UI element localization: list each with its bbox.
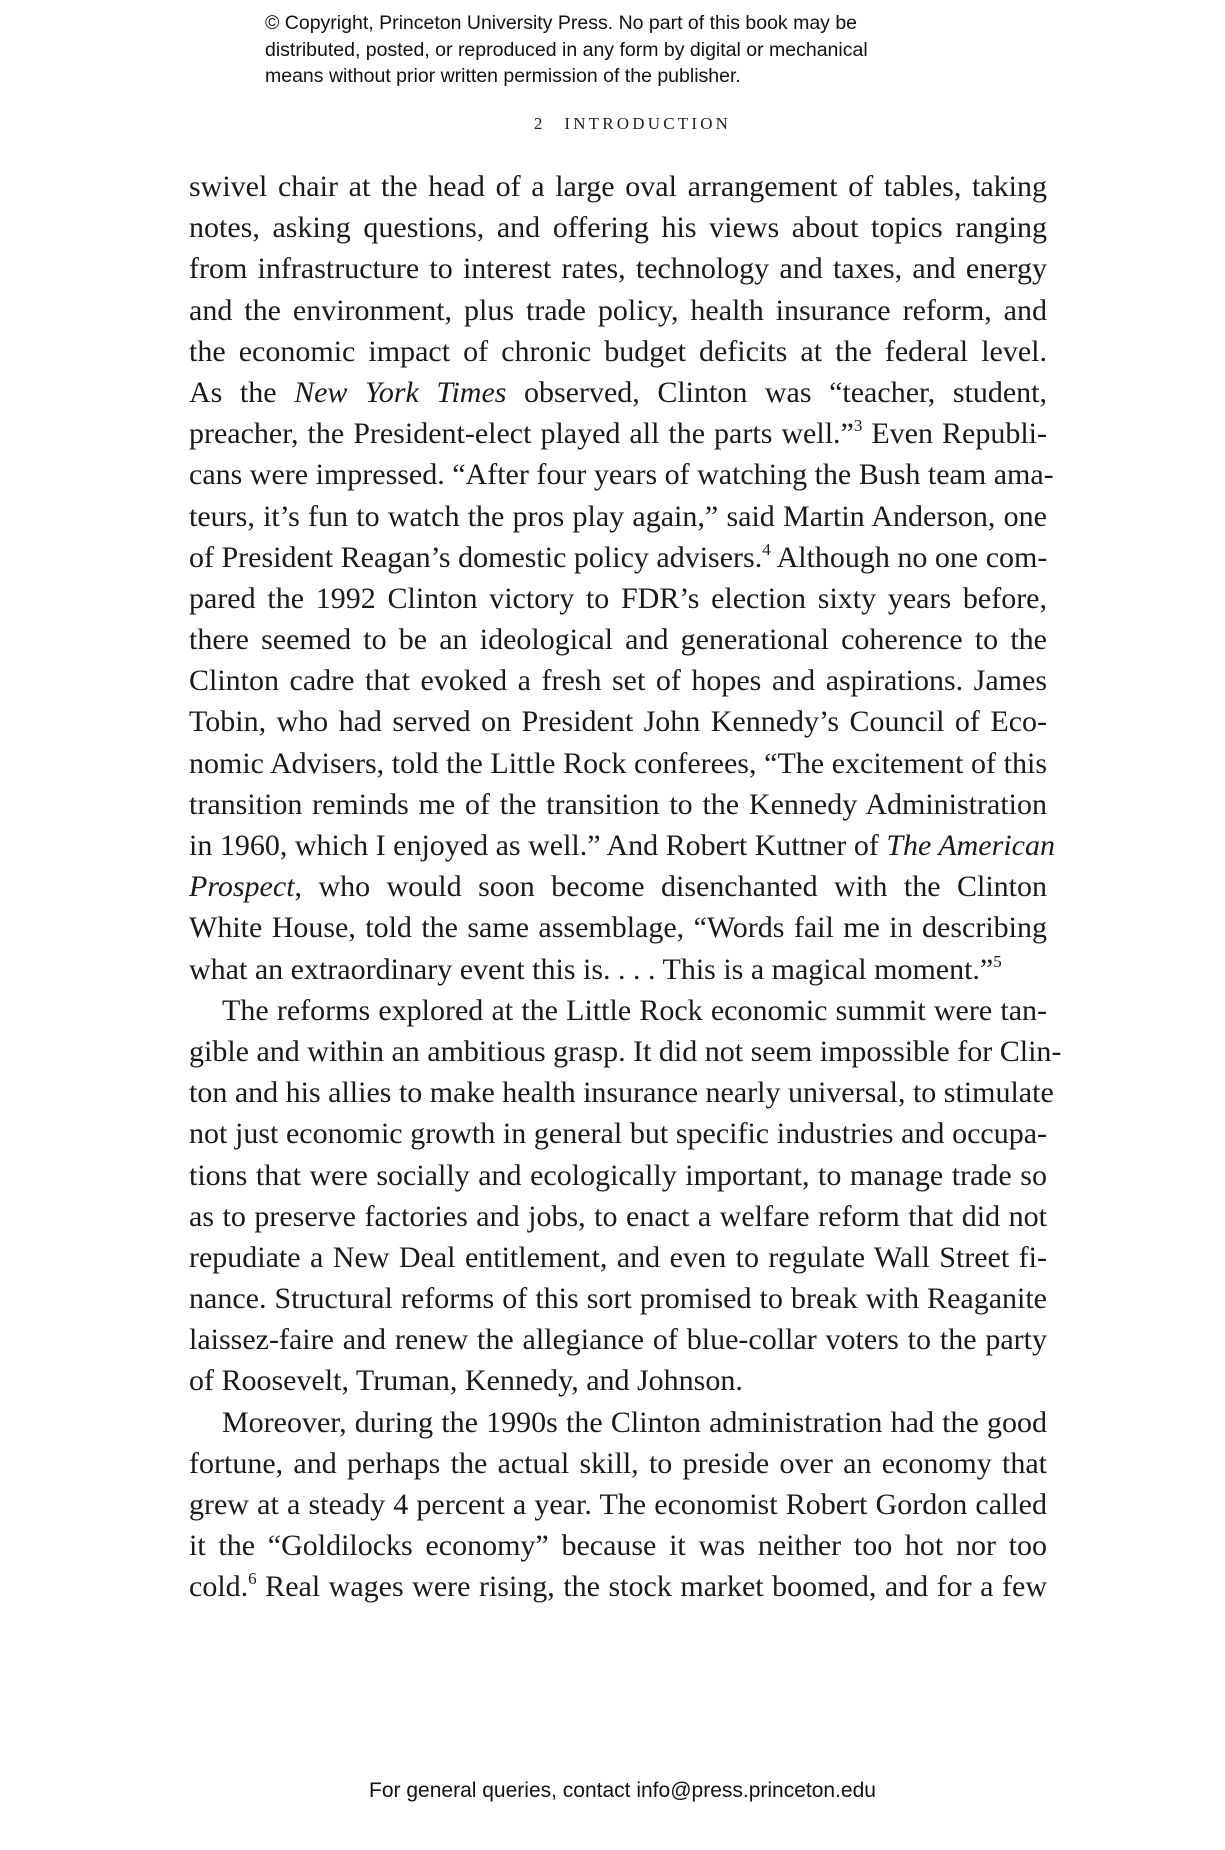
text-line (189, 949, 1047, 990)
text-line (189, 866, 1047, 907)
text-line: laissez-faire and renew the allegiance of blue-collar voters to the party (189, 1323, 1047, 1357)
text-line (189, 825, 1055, 866)
text-run: what an extraordinary event this is. . . . This is a magical moment.” (189, 952, 994, 986)
copyright-line: © Copyright, Princeton University Press. No part of this book may be (265, 12, 858, 34)
text-line: White House, told the same assemblage, “Words fail me in describing (189, 911, 1047, 945)
text-line: and the environment, plus trade policy, health insurance reform, and (189, 293, 1047, 327)
text-line: ton and his allies to make health insurance nearly universal, to stimulate (189, 1076, 1054, 1110)
text-run: As the (189, 375, 295, 409)
text-run: Real wages were rising, the stock market boomed, and for a few (256, 1570, 1047, 1604)
text-line: swivel chair at the head of a large oval arrangement of tables, taking (189, 170, 1047, 203)
footnote-ref: 3 (853, 416, 863, 436)
text-line: there seemed to be an ideological and generational coherence to the (189, 623, 1047, 657)
text-run: Although no one com- (770, 540, 1048, 574)
text-run: , who would soon become disenchanted with the Clinton (294, 870, 1047, 904)
body-text (189, 166, 1062, 1608)
text-line (189, 413, 1047, 454)
text-line: pared the 1992 Clinton victory to FDR’s election sixty years before, (189, 581, 1047, 615)
text-line: the economic impact of chronic budget deficits at the federal level. (189, 334, 1047, 368)
text-line: as to preserve factories and jobs, to enact a welfare reform that did not (189, 1199, 1047, 1233)
text-line: fortune, and perhaps the actual skill, to preside over an economy that (189, 1446, 1047, 1480)
copyright-line: means without prior written permission of the publisher. (265, 65, 741, 87)
text-line: cans were impressed. “After four years of watching the Bush team ama- (189, 458, 1054, 492)
text-line: gible and within an ambitious grasp. It did not seem impossible for Clin- (189, 1034, 1062, 1068)
text-line: Tobin, who had served on President John Kennedy’s Council of Eco- (189, 705, 1047, 739)
copyright-notice (265, 10, 965, 90)
text-line: repudiate a New Deal entitlement, and even to regulate Wall Street fi- (189, 1240, 1047, 1274)
text-line: from infrastructure to interest rates, technology and taxes, and energy (189, 252, 1047, 286)
text-line: not just economic growth in general but specific industries and occupa- (189, 1117, 1047, 1151)
text-line: Moreover, during the 1990s the Clinton administration had the good (222, 1405, 1047, 1439)
text-line: transition reminds me of the transition to the Kennedy Administration (189, 787, 1047, 821)
text-line: grew at a steady 4 percent a year. The economist Robert Gordon called (189, 1488, 1047, 1521)
page-number: 2 (533, 114, 543, 133)
text-line: teurs, it’s fun to watch the pros play again,” said Martin Anderson, one (189, 499, 1047, 533)
publication-title: The American (886, 829, 1055, 862)
text-line: it the “Goldilocks economy” because it was neither too hot nor too (189, 1529, 1047, 1563)
text-run: preacher, the President-elect played all the parts well.” (189, 417, 854, 451)
text-line (189, 1566, 1047, 1607)
text-run: cold. (189, 1570, 249, 1604)
text-line: The reforms explored at the Little Rock economic summit were tan- (222, 993, 1047, 1027)
text-run: of President Reagan’s domestic policy advisers. (189, 540, 763, 574)
text-run: Even Republi- (862, 417, 1047, 451)
text-run: in 1960, which I enjoyed as well.” And Robert Kuttner of (189, 829, 887, 862)
publication-title: New York Times (294, 375, 507, 409)
footnote-ref: 5 (993, 951, 1002, 971)
text-line: tions that were socially and ecologically important, to manage trade so (189, 1158, 1047, 1192)
text-line: of Roosevelt, Truman, Kennedy, and Johnson. (189, 1364, 743, 1398)
text-line: nomic Advisers, told the Little Rock conferees, “The excitement of this (189, 746, 1047, 780)
publication-title: Prospect (189, 870, 295, 904)
running-head (0, 114, 1225, 134)
text-line: nance. Structural reforms of this sort promised to break with Reaganite (189, 1282, 1047, 1316)
text-line: Clinton cadre that evoked a fresh set of hopes and aspirations. James (189, 664, 1047, 698)
text-line (189, 372, 1047, 413)
chapter-title: INTRODUCTION (564, 114, 732, 133)
text-line (189, 537, 1047, 578)
footnote-ref: 6 (248, 1569, 257, 1589)
footer-contact: For general queries, contact info@press.princeton.edu (369, 1779, 876, 1802)
copyright-line: distributed, posted, or reproduced in any form by digital or mechanical (265, 38, 868, 61)
text-run: observed, Clinton was “teacher, student, (506, 375, 1047, 409)
footnote-ref: 4 (762, 539, 771, 559)
text-line: notes, asking questions, and offering his views about topics ranging (189, 211, 1047, 245)
